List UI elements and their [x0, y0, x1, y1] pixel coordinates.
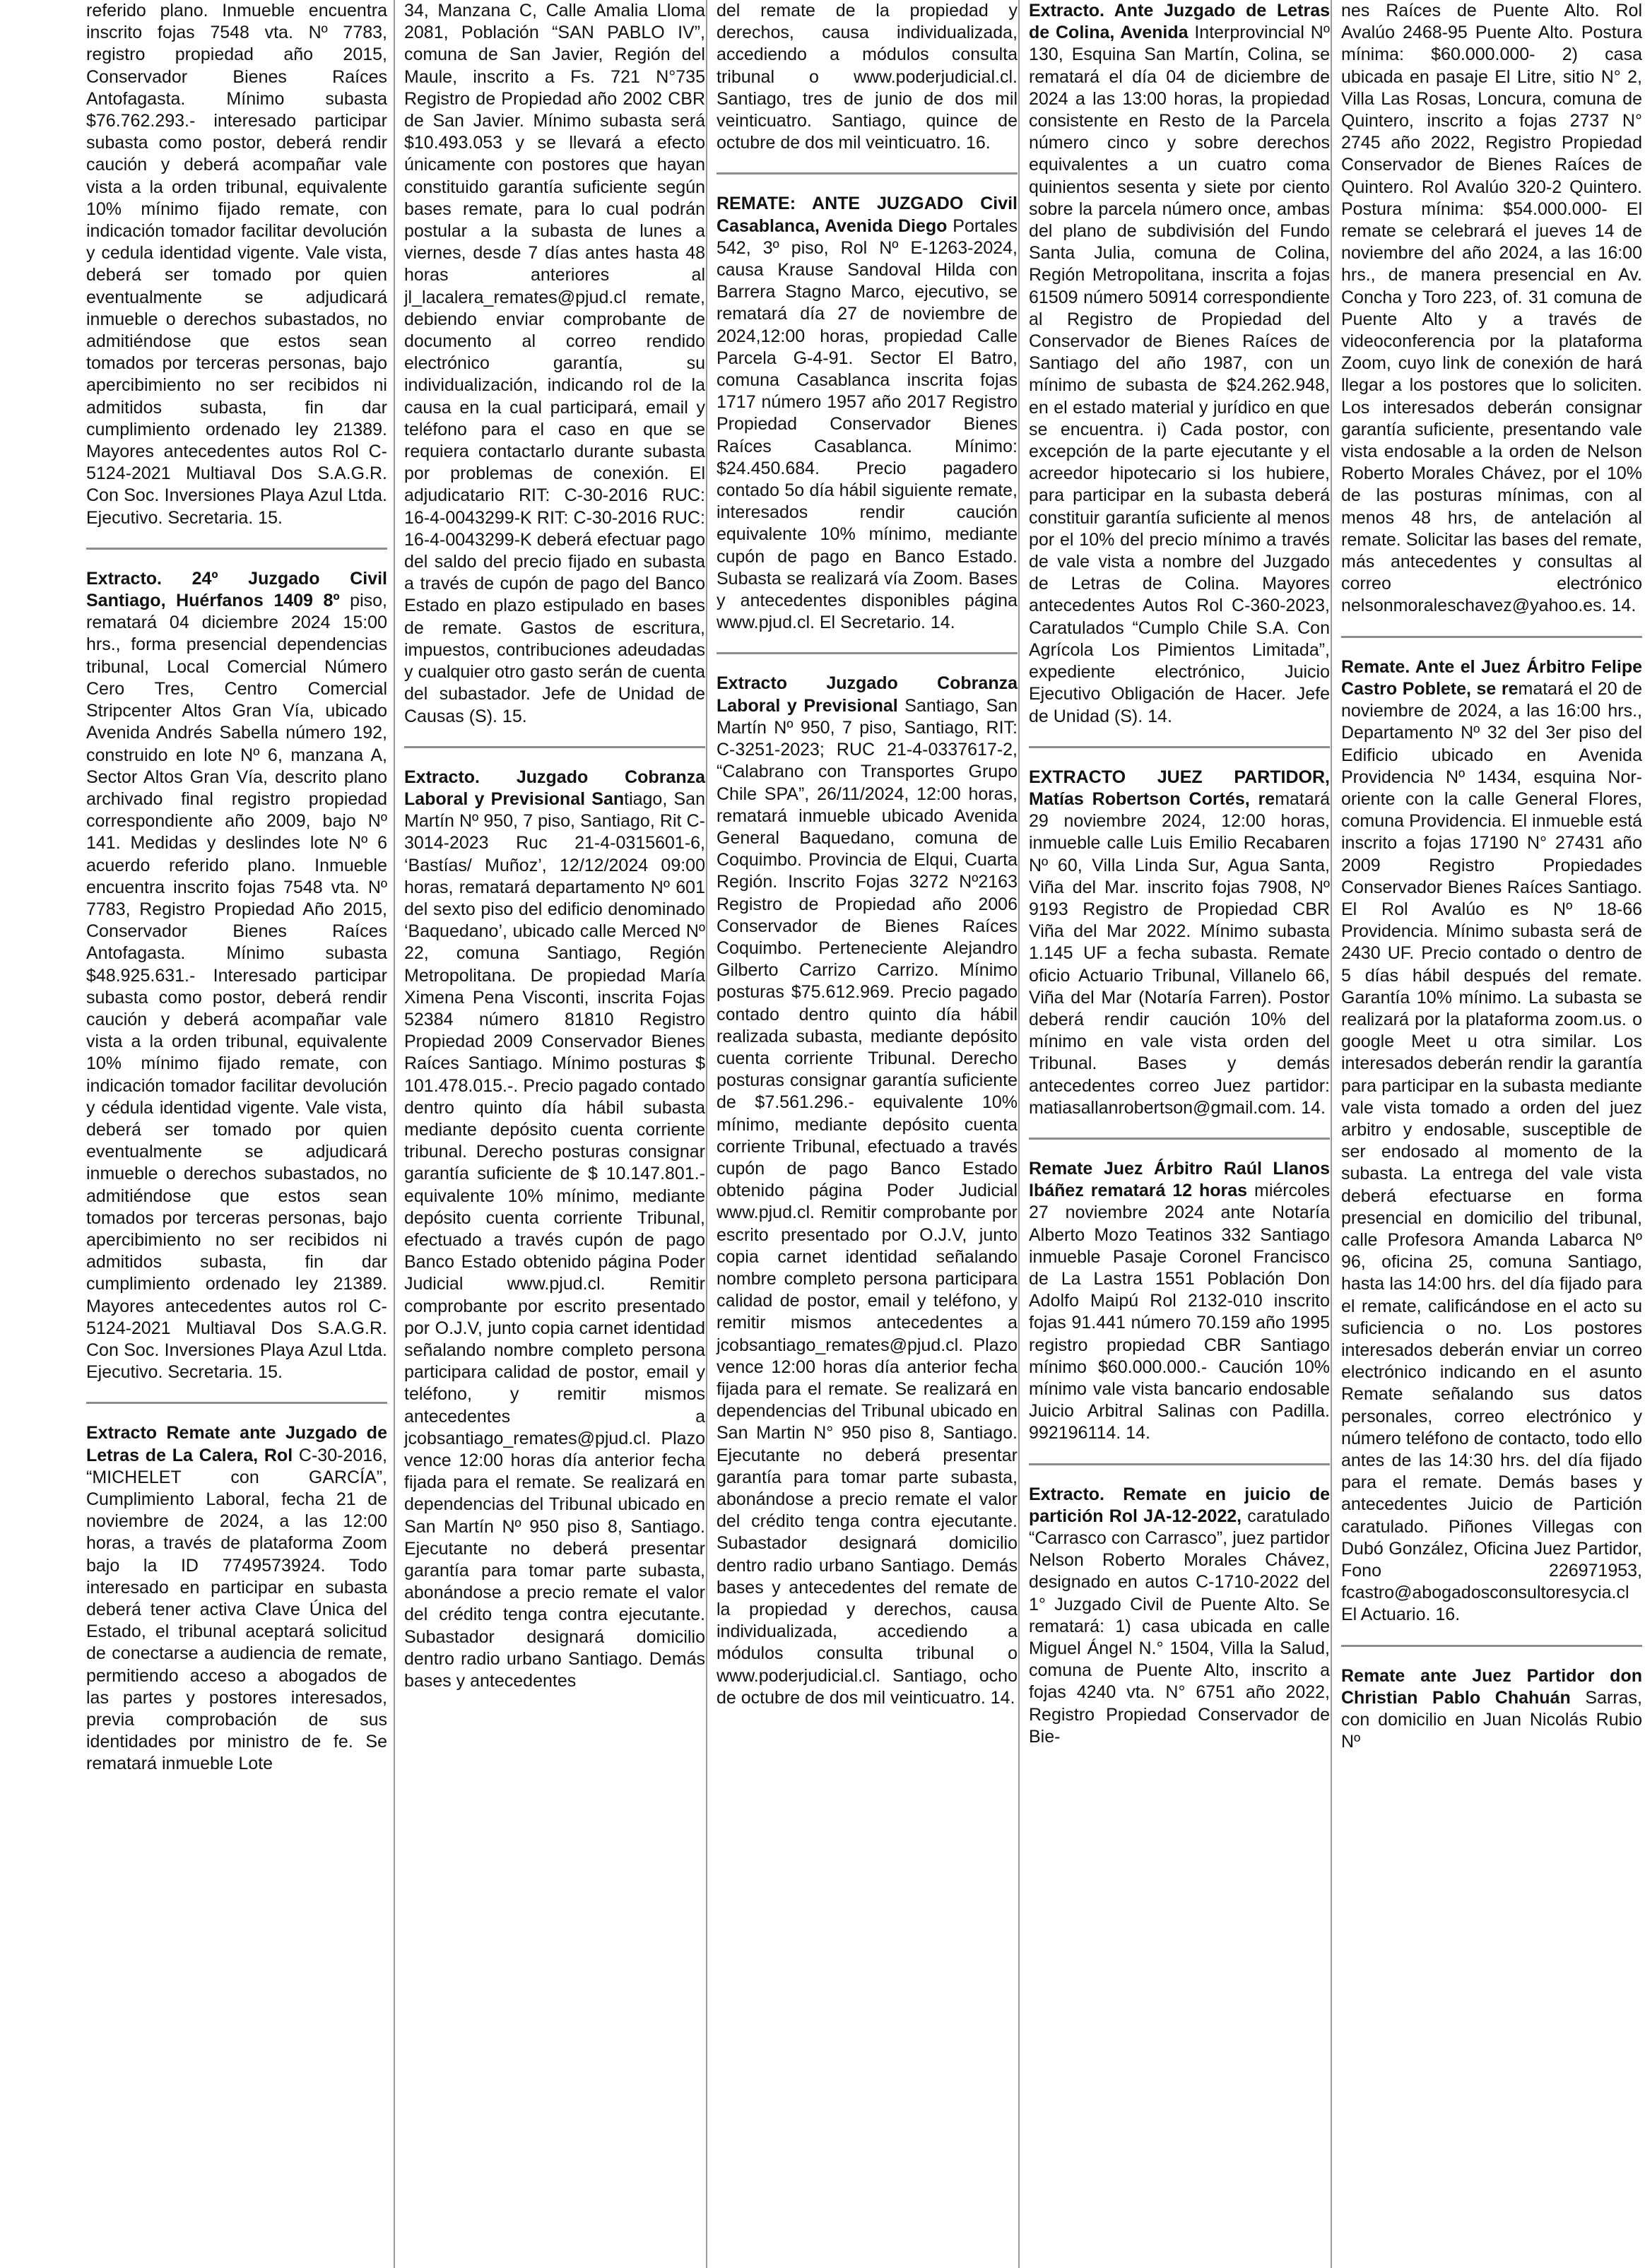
- ad-body: 34, Manzana C, Calle Amalia Lloma 2081, Población “SAN PABLO IV”, comuna de San Javier, Región del Maule, inscrito a Fs. 721 N°735 Registro de Propiedad año 2002 CBR de San Javier. Mínimo subasta será $10.493.053 y se llevará a efecto únicamente con postores que hayan constituido garantía suficiente según bases remate, para lo cual podrán postular a la subasta de lunes a viernes, desde 7 días antes hasta 48 horas anteriores al jl_lacalera_remates@pjud.cl remate, debiendo enviar comprobante de documento al correo rendido electrónico garantía, su individualización, indicando rol de la causa en la cual participará, email y teléfono para el caso en que se requiera contactarlo durante subasta por problemas de conexión. El adjudicatario RIT: C-30-2016 RUC: 16-4-0043299-K RIT: C-30-2016 RUC: 16-4-0043299-K deberá efectuar pago del saldo del precio fijado en subasta a través de cupón de pago del Banco Estado en plazo estipulado en bases de remate. Gastos de escritura, impuestos, contribuciones adeudadas y cualquier otro gasto serán de cuenta del subastador. Jefe de Unidad de Causas (S). 15.: [404, 1, 705, 726]
- ad-body: Portales 542, 3º piso, Rol Nº E-1263-2024, causa Krause Sandoval Hilda con Barrera Stagno Marco, ejecutivo, se rematará día 27 de noviembre de 2024,12:00 horas, propiedad Calle Parcela G-4-91. Sector El Batro, comuna Casablanca inscrita fojas 1717 número 1957 año 2017 Registro Propiedad Conservador Bienes Raíces Casablanca. Mínimo: $24.450.684. Precio pagadero contado 5o día hábil siguiente remate, interesados rendir caución equivalente 10% mínimo, mediante cupón de pago en Banco Estado. Subasta se realizará vía Zoom. Bases y antecedentes disponibles página www.pjud.cl. El Secretario. 14.: [717, 215, 1018, 633]
- ad-lead: Extracto. 24º Juzgado Civil Santiago, Huérfanos 1409 8º: [86, 568, 387, 611]
- ad-body: del remate de la propiedad y derechos, causa individualizada, accediendo a módulos consulta tribunal o www.poderjudicial.cl. Santiago, tres de junio de dos mil veinticuatro. Santiago, quince de octubre de dos mil veinticuatro. 16.: [717, 1, 1018, 153]
- ad-body: miércoles 27 noviembre 2024 ante Notaría Alberto Mozo Teatinos 332 Santiago inmueble Pasaje Coronel Francisco de La Lastra 1551 Población Don Adolfo Maipú Rol 2132-010 inscrito fojas 91.441 número 70.159 año 1995 registro propiedad CBR Santiago mínimo $60.000.000.- Caución 10% mínimo vale vista bancario endosable Juicio Arbitral Salinas con Padilla. 992196114. 14.: [1029, 1181, 1330, 1443]
- classified-ad: [717, 673, 1018, 1727]
- ad-lead: Extracto. Juzgado Cobranza Laboral y Previsional San: [404, 767, 705, 809]
- ad-lead: Extracto. Ante Juzgado de Letras de Colina, Avenida: [1029, 1, 1330, 43]
- column-3: [714, 0, 1020, 2268]
- ad-lead: REMATE: ANTE JUZGADO Civil Casablanca, Avenida Diego: [717, 194, 1018, 236]
- ad-body: C-30-2016, “MICHELET con GARCÍA”, Cumplimiento Laboral, fecha 21 de noviembre de 2024, a las 12:00 horas, a través de plataforma Zoom bajo la ID 7749573924. Todo interesado en participar en subasta deberá tener activa Clave Única del Estado, el tribunal aceptará solicitud de conectarse a audiencia de remate, permitiendo acceso a abogados de las partes y postores interesados, previa comprobación de sus identidades por ministro de fe. Se rematará inmueble Lote: [86, 1445, 387, 1774]
- ad-lead: Remate Juez Árbitro Raúl Llanos Ibáñez rematará 12 horas: [1029, 1158, 1330, 1201]
- ad-lead: Remate ante Juez Partidor don Christian Pablo Chahuán: [1341, 1665, 1642, 1708]
- ad-body: Interprovincial Nº 130, Esquina San Martín, Colina, se rematará el día 04 de diciembre de 2024 a las 13:00 horas, la propiedad consistente en Resto de la Parcela número cinco y sobre derechos equivalentes a un cuatro coma quinientos sesenta y siete por ciento sobre la parcela número once, ambas del plano de subdivisión del Fundo Santa Julia, comuna de Colina, Región Metropolitana, inscrita a fojas 61509 número 50914 correspondiente al Registro de Propiedad del Conservador de Bienes Raíces de Santiago del año 1987, con un mínimo de subasta de $24.262.948, en el estado material y jurídico en que se encuentra. i) Cada postor, con excepción de la parte ejecutante y el acreedor hipotecario si los hubiere, para participar en la subasta deberá constituir garantía suficiente al menos por el 10% del precio mínimo a través de vale vista a nombre del Juzgado de Letras de Colina. Mayores antecedentes Autos Rol C-360-2023, Caratulados “Cumplo Chile S.A. Con Agrícola Los Pimientos Limitada”, expediente electrónico, Juicio Ejecutivo Obligación de Hacer. Jefe de Unidad (S). 14.: [1029, 23, 1330, 726]
- ad-lead: Extracto Juzgado Cobranza Laboral y Previsional: [717, 673, 1018, 716]
- column-rule: [394, 0, 395, 2268]
- ad-lead: Remate. Ante el Juez Árbitro Felipe Castro Poblete, se re: [1341, 656, 1642, 699]
- ad-body: tiago, San Martín Nº 950, 7 piso, Santiago, Rit C-3014-2023 Ruc 21-4-0315601-6, ‘Bastías/ Muñoz’, 12/12/2024 09:00 horas, rematará departamento Nº 601 del sexto piso del edificio denominado ‘Baquedano’, ubicado calle Merced Nº 22, comuna Santiago, Región Metropolitana. De propiedad María Ximena Pena Visconti, inscrita Fojas 52384 número 81810 Registro Propiedad 2009 Conservador Bienes Raíces Santiago. Mínimo posturas $ 101.478.015.-. Precio pagado contado dentro quinto día hábil subasta mediante depósito cuenta corriente tribunal. Derecho posturas consignar garantía suficiente de $ 10.147.801.- equivalente 10% mínimo, mediante depósito cuenta corriente Tribunal, efectuado a través cupón de pago Banco Estado obtenido página Poder Judicial www.pjud.cl. Remitir comprobante por escrito presentado por O.J.V, junto copia carnet identidad señalando nombre completo persona participara calidad de postor, email y teléfono, y remitir mismos antecedentes a jcobsantiago_remates@pjud.cl. Plazo vence 12:00 horas día anterior fecha fijada para el remate. Se realizará en dependencias del Tribunal ubicado en San Martín Nº 950 piso 8, Santiago. Ejecutante no deberá presentar garantía para tomar parte subasta, abonándose a precio remate el valor del crédito tenga contra ejecutante. Subastador designará domicilio dentro radio urbano Santiago. Demás bases y antecedentes: [404, 789, 705, 1691]
- classified-ad: [1029, 1158, 1330, 1465]
- ad-lead: Extracto. Remate en juicio de partición Rol JA-12-2022,: [1029, 1484, 1330, 1526]
- column-1: [83, 0, 390, 2268]
- ad-body: caratulado “Carrasco con Carrasco”, juez partidor Nelson Roberto Morales Chávez, designado en autos C-1710-2022 del 1° Juzgado Civil de Puente Alto. Se rematará: 1) casa ubicada en calle Miguel Ángel N.° 1504, Villa la Salud, comuna de Puente Alto, inscrito a fojas 4240 vta. N° 6751 año 2022, Registro Propiedad Conservador de Bie-: [1029, 1506, 1330, 1747]
- classified-ad: [86, 568, 387, 1405]
- ad-body: nes Raíces de Puente Alto. Rol Avalúo 2468-95 Puente Alto. Postura mínima: $60.000.000- 2) casa ubicada en pasaje El Litre, sitio N° 2, Villa Las Rosas, Loncura, comuna de Quintero, inscrito a fojas 2737 N° 2745 año 2022, Registro Propiedad Conservador de Bienes Raíces de Quintero. Rol Avalúo 320-2 Quintero. Postura mínima: $54.000.000- El remate se celebrará el jueves 14 de noviembre del año 2024, a las 16:00 hrs., de manera presencial en Av. Concha y Toro 223, of. 31 comuna de Puente Alto y a través de videoconferencia por la plataforma Zoom, cuyo link de conexión de hará llegar a los postores que lo soliciten. Los interesados deberán consignar garantía suficiente, presentando vale vista endosable a la orden de Nelson Roberto Morales Chávez, por el 10% de las posturas mínimas, con al menos 48 hrs, de antelación al remate. Solicitar las bases del remate, más antecedentes y consultas al correo electrónico nelsonmoraleschavez@yahoo.es. 14.: [1341, 1, 1642, 616]
- ad-body: referido plano. Inmueble encuentra inscrito fojas 7548 vta. Nº 7783, registro propiedad año 2015, Conservador Bienes Raíces Antofagasta. Mínimo subasta $76.762.293.- interesado participar subasta como postor, deberá rendir caución y deberá acompañar vale vista a la orden tribunal, equivalente 10% mínimo fijado remate, con indicación tomador facilitar devolución y cedula identidad vigente. Vale vista, deberá ser tomado por quien eventualmente se adjudicará inmueble o derechos subastados, no admitiéndose que estos sean tomados por terceras personas, bajo apercibimiento no ser recibidos ni admitidos subasta, fin dar cumplimiento ordenado ley 21389. Mayores antecedentes autos Rol C-5124-2021 Multiaval Dos S.A.G.R. Con Soc. Inversiones Playa Azul Ltda. Ejecutivo. Secretaria. 15.: [86, 1, 387, 528]
- classified-ad: [404, 767, 705, 1711]
- classified-ad: [1029, 1484, 1330, 1766]
- classified-ad: [717, 0, 1018, 175]
- ad-body: Santiago, San Martín Nº 950, 7 piso, Santiago, RIT: C-3251-2023; RUC 21-4-0337617-2, “Calabrano con Transportes Grupo Chile SPA”, 26/11/2024, 12:00 horas, rematará inmueble ubicado Avenida General Baquedano, comuna de Coquimbo. Provincia de Elqui, Cuarta Región. Inscrito Fojas 3272 Nº2163 Registro de Propiedad año 2006 Conservador de Bienes Raíces Coquimbo. Perteneciente Alejandro Gilberto Carrizo Carrizo. Mínimo posturas $75.612.969. Precio pagado contado dentro quinto día hábil realizada subasta, mediante depósito cuenta corriente Tribunal. Derecho posturas consignar garantía suficiente de $7.561.296.- equivalente 10% mínimo, mediante depósito cuenta corriente Tribunal, efectuado a través cupón de pago Banco Estado obtenido página Poder Judicial www.pjud.cl. Remitir comprobante por escrito presentado por O.J.V, junto copia carnet identidad señalando nombre completo persona participara calidad de postor, email y teléfono, y remitir mismos antecedentes a jcobsantiago_remates@pjud.cl. Plazo vence 12:00 horas día anterior fecha fijada para el remate. Se realizará en dependencias del Tribunal ubicado en San Martin N° 950 piso 8, Santiago. Ejecutante no deberá presentar garantía para tomar parte subasta, abonándose a precio remate el valor del crédito tenga contra ejecutante. Subastador designará domicilio dentro radio urbano Santiago. Demás bases y antecedentes del remate de la propiedad y derechos, causa individualizada, accediendo a módulos consulta tribunal o www.poderjudicial.cl. Santiago, ocho de octubre de dos mil veinticuatro. 14.: [717, 695, 1018, 1708]
- column-5: [1338, 0, 1645, 2268]
- column-2: [401, 0, 708, 2268]
- classified-ad: [86, 1422, 387, 1793]
- classified-ad: [1341, 1665, 1642, 1772]
- classified-ad: [1029, 767, 1330, 1140]
- classified-ad: [1341, 0, 1642, 638]
- column-4: [1026, 0, 1333, 2268]
- ad-lead: EXTRACTO JUEZ PARTIDOR, Matías Robertson Cortés, re: [1029, 767, 1330, 809]
- ad-body: matará el 20 de noviembre de 2024, a las 16:00 hrs., Departamento Nº 32 del 3er piso del Edificio ubicado en Avenida Providencia Nº 1434, esquina Nor-oriente con la calle General Flores, comuna Providencia. El inmueble está inscrito a fojas 17190 N° 27431 año 2009 Registro Propiedades Conservador Bienes Raíces Santiago. El Rol Avalúo es Nº 18-66 Providencia. Mínimo subasta será de 2430 UF. Precio contado o dentro de 5 días hábil después del remate. Garantía 10% mínimo. La subasta se realizará por la plataforma zoom.us. o google Meet u otra similar. Los interesados deberán rendir la garantía para participar en la subasta mediante vale vista tomado a orden del juez arbitro y endosable, susceptible de ser endosado al momento de la subasta. La entrega del vale vista deberá efectuarse en forma presencial en domicilio del tribunal, calle Profesora Amanda Labarca Nº 96, oficina 25, comuna Santiago, hasta las 14:00 hrs. del día fijado para el remate, calificándose en el acto su suficiencia o no. Los postores interesados deberán enviar un correo electrónico indicando en el asunto Remate señalando sus datos personales, correo electrónico y número teléfono de contacto, todo ello antes de las 14:30 hrs. del día fijado para el remate. Demás bases y antecedentes Juicio de Partición caratulado. Piñones Villegas con Dubó González, Oficina Juez Partidor, Fono 226971953, fcastro@abogadosconsultoresycia.cl El Actuario. 16.: [1341, 678, 1642, 1625]
- ad-lead: Extracto Remate ante Juzgado de Letras de La Calera, Rol: [86, 1423, 387, 1465]
- ad-body: piso, rematará 04 diciembre 2024 15:00 hrs., forma presencial dependencias tribunal, Local Comercial Número Cero Tres, Centro Comercial Stripcenter Altos Gran Vía, ubicado Avenida Andrés Sabella número 192, construido en lote Nº 6, manzana A, Sector Altos Gran Vía, descrito plano archivado final registro propiedad correspondiente año 2009, bajo Nº 141. Medidas y deslindes lote Nº 6 acuerdo referido plano. Inmueble encuentra inscrito fojas 7548 vta. Nº 7783, Registro Propiedad Año 2015, Conservador Bienes Raíces Antofagasta. Mínimo subasta $48.925.631.- Interesado participar subasta como postor, deberá rendir caución y deberá acompañar vale vista a la orden tribunal, equivalente 10% mínimo fijado remate, con indicación tomador facilitar devolución y cédula identidad vigente. Vale vista, deberá ser tomado por quien eventualmente se adjudicará inmueble o derechos subastados, no admitiéndose que estos sean tomados por terceras personas, bajo apercibimiento no ser recibidos ni admitidos subasta, fin dar cumplimiento ordenado ley 21389. Mayores antecedentes autos rol C-5124-2021 Multiaval Dos S.A.G.R. Con Soc. Inversiones Playa Azul Ltda. Ejecutivo. Secretaria. 15.: [86, 591, 387, 1383]
- classified-ad: [404, 0, 705, 748]
- classified-ad: [1029, 0, 1330, 748]
- ad-body: Sarras, con domicilio en Juan Nicolás Rubio Nº: [1341, 1687, 1642, 1752]
- classified-ad: [86, 0, 387, 550]
- classified-ad: [1341, 656, 1642, 1647]
- ad-body: matará 29 noviembre 2024, 12:00 horas, inmueble calle Luis Emilio Recabaren Nº 60, Villa Linda Sur, Agua Santa, Viña del Mar. inscrito fojas 7908, Nº 9193 Registro de Propiedad CBR Viña del Mar 2022. Mínimo subasta 1.145 UF a fecha subasta. Remate oficio Actuario Tribunal, Villanelo 66, Viña del Mar (Notaría Farren). Postor deberá rendir caución 10% del mínimo en vale vista orden del Tribunal. Bases y demás antecedentes correo Juez partidor: matiasallanrobertson@gmail.com. 14.: [1029, 789, 1330, 1118]
- classified-ad: [717, 193, 1018, 654]
